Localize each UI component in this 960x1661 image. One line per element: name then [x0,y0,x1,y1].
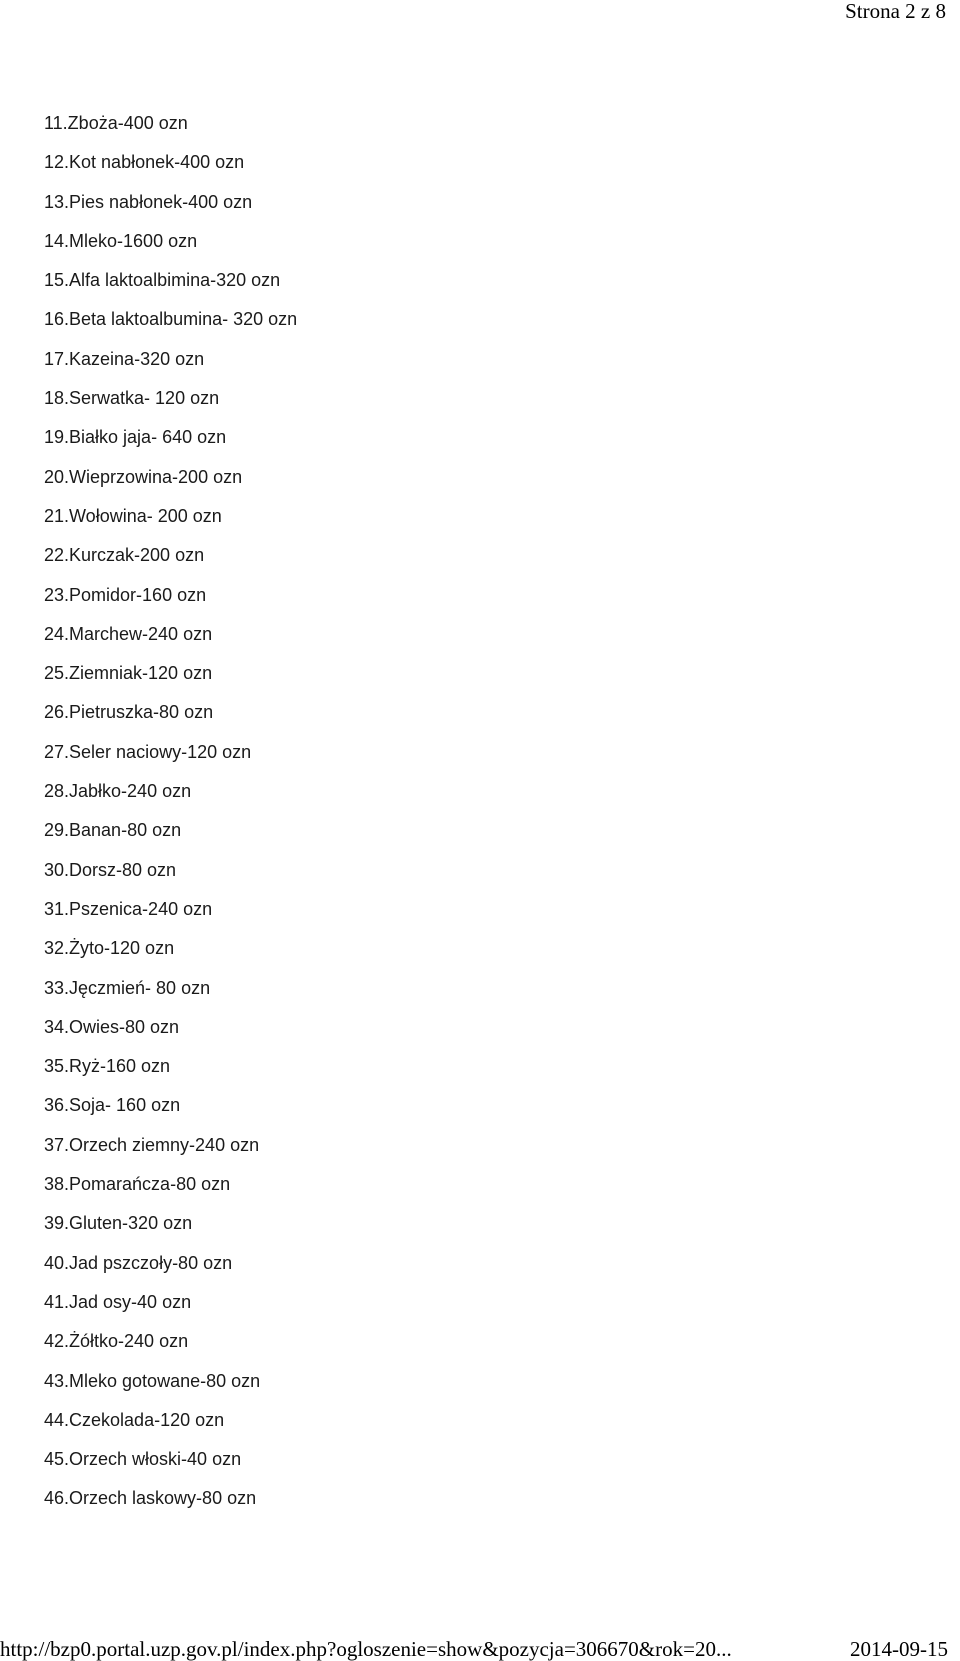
list-item: 42.Żółtko-240 ozn [44,1331,189,1352]
list-item: 16.Beta laktoalbumina- 320 ozn [44,309,298,330]
list-item: 41.Jad osy-40 ozn [44,1291,192,1312]
list-item: 26.Pietruszka-80 ozn [44,702,214,723]
list-item: 25.Ziemniak-120 ozn [44,663,213,684]
footer-date: 2014-09-15 [850,1637,948,1661]
list-item: 31.Pszenica-240 ozn [44,898,213,919]
list-item: 36.Soja- 160 ozn [44,1095,181,1116]
list-item: 21.Wołowina- 200 ozn [44,505,222,526]
list-item: 24.Marchew-240 ozn [44,623,213,644]
allergen-list [44,110,297,1525]
list-item: 32.Żyto-120 ozn [44,938,175,959]
list-item: 27.Seler naciowy-120 ozn [44,741,252,762]
list-item: 45.Orzech włoski-40 ozn [44,1449,242,1470]
list-item: 13.Pies nabłonek-400 ozn [44,191,253,212]
list-item: 37.Orzech ziemny-240 ozn [44,1134,260,1155]
footer-url: http://bzp0.portal.uzp.gov.pl/index.php?ogloszenie=show&pozycja=306670&rok=20... [0,1637,732,1661]
list-item: 18.Serwatka- 120 ozn [44,388,220,409]
list-item: 38.Pomarańcza-80 ozn [44,1174,231,1195]
page-number-header: Strona 2 z 8 [845,0,946,23]
list-item: 34.Owies-80 ozn [44,1016,180,1037]
list-item: 28.Jabłko-240 ozn [44,781,192,802]
list-item: 15.Alfa laktoalbimina-320 ozn [44,270,281,291]
list-item: 39.Gluten-320 ozn [44,1213,193,1234]
page-footer [0,1638,960,1660]
list-item: 19.Białko jaja- 640 ozn [44,427,227,448]
list-item: 43.Mleko gotowane-80 ozn [44,1370,261,1391]
list-item: 20.Wieprzowina-200 ozn [44,466,243,487]
list-item: 33.Jęczmień- 80 ozn [44,977,211,998]
list-item: 35.Ryż-160 ozn [44,1056,171,1077]
list-item: 30.Dorsz-80 ozn [44,859,177,880]
list-item: 23.Pomidor-160 ozn [44,584,207,605]
list-item: 14.Mleko-1600 ozn [44,230,198,251]
list-item: 17.Kazeina-320 ozn [44,348,205,369]
list-item: 12.Kot nabłonek-400 ozn [44,152,245,173]
list-item: 11.Zboża-400 ozn [44,113,188,133]
list-item: 46.Orzech laskowy-80 ozn [44,1488,257,1509]
list-item: 40.Jad pszczoły-80 ozn [44,1252,233,1273]
list-item: 29.Banan-80 ozn [44,820,182,841]
list-item: 22.Kurczak-200 ozn [44,545,205,566]
list-item: 44.Czekolada-120 ozn [44,1409,225,1430]
